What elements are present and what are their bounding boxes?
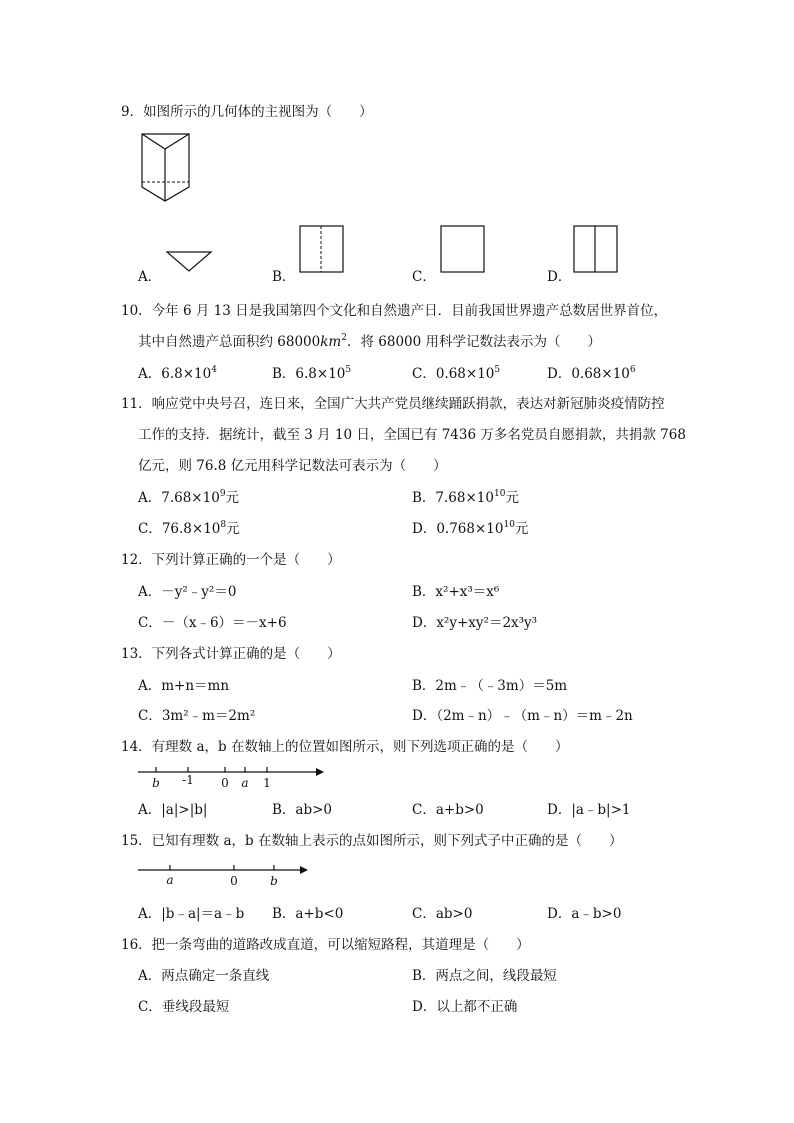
q15-axis-b: b — [270, 874, 278, 888]
q14-option-a: A．|a|>|b| — [138, 802, 208, 818]
q13-option-d: D．（2m﹣n）﹣（m﹣n）＝m﹣2n — [412, 708, 633, 724]
q10-option-c: C．$0.68\times 10^5$ — [412, 365, 501, 382]
q14-axis-zero: 0 — [221, 776, 229, 790]
q11-line1: 11．响应党中央号召，连日来，全国广大共产党员继续踊跃捐款，表达对新冠肺炎疫情防控 — [121, 396, 665, 412]
q9-option-a-triangle — [166, 251, 214, 275]
q14-number-line — [138, 762, 328, 792]
q13-option-b: B．2m﹣（﹣3m）＝5m — [412, 678, 568, 694]
q15-number-line — [138, 862, 318, 890]
q10-option-a: A．$6.8\times 10^4$ — [138, 365, 217, 382]
q9-option-d-rect-solid — [573, 225, 619, 273]
q15-stem: 15．已知有理数 a，b 在数轴上表示的点如图所示，则下列式子中正确的是（ ） — [121, 833, 623, 849]
q16-option-c: C．垂线段最短 — [138, 999, 230, 1015]
q14-option-c: C．a+b>0 — [412, 802, 484, 818]
q16-option-d: D．以上都不正确 — [412, 999, 518, 1015]
q15-axis-zero: 0 — [230, 874, 238, 888]
q16-option-a: A．两点确定一条直线 — [138, 968, 270, 984]
q12-option-b: B．x²+x³＝x⁶ — [412, 584, 500, 600]
q12-option-a: A．－y²﹣y²＝0 — [138, 584, 237, 600]
q13-option-a: A．m+n＝mn — [138, 678, 230, 694]
q15-option-b: B．a+b<0 — [272, 906, 344, 922]
q14-stem: 14．有理数 a，b 在数轴上的位置如图所示，则下列选项正确的是（ ） — [121, 739, 569, 755]
q14-option-b: B．ab>0 — [272, 802, 333, 818]
q13-stem: 13．下列各式计算正确的是（ ） — [121, 646, 341, 662]
q9-option-d-label: D． — [547, 269, 572, 285]
q10-option-d: D．$0.68\times 10^6$ — [547, 365, 636, 382]
q13-option-c: C．3m²﹣m＝2m² — [138, 708, 256, 724]
q14-axis-b: b — [152, 776, 160, 790]
q14-axis-a: a — [241, 776, 249, 790]
q14-option-d: D．|a﹣b|>1 — [547, 802, 631, 818]
q10-line1: 10．今年 6 月 13 日是我国第四个文化和自然遗产日．目前我国世界遗产总数居世界首位， — [121, 303, 668, 319]
q11-option-c: C．$76.8\times 10^8$元 — [138, 520, 240, 537]
q9-stem: 9．如图所示的几何体的主视图为（ ） — [121, 104, 373, 120]
q15-option-c: C．ab>0 — [412, 906, 473, 922]
q16-stem: 16．把一条弯曲的道路改成直道，可以缩短路程，其道理是（ ） — [121, 937, 530, 953]
prism-figure — [140, 132, 200, 207]
q15-option-a: A．|b﹣a|＝a﹣b — [138, 906, 245, 922]
q12-stem: 12．下列计算正确的一个是（ ） — [121, 552, 341, 568]
q11-line2: 工作的支持．据统计，截至 3 月 10 日，全国已有 7436 万多名党员自愿捐款，共捐款 768 — [138, 427, 686, 443]
q12-option-d: D．x²y+xy²＝2x³y³ — [412, 615, 538, 631]
q11-line3: 亿元，则 76.8 亿元用科学记数法可表示为（ ） — [138, 458, 447, 474]
q10-line2: 其中自然遗产总面积约 $68000km^2$．将 68000 用科学记数法表示为（ ） — [138, 333, 601, 350]
q16-option-b: B．两点之间，线段最短 — [412, 968, 557, 984]
q14-axis-minus-one: -1 — [182, 773, 194, 787]
q9-option-a-label: A． — [138, 269, 162, 285]
q9-option-c-square — [440, 225, 486, 273]
q9-option-b-label: B． — [272, 269, 296, 285]
q14-axis-one: 1 — [263, 776, 271, 790]
q10-option-b: B．$6.8\times 10^5$ — [272, 365, 352, 382]
q11-option-b: B．$7.68\times 10^{10}$元 — [412, 489, 519, 506]
q15-option-d: D．a﹣b>0 — [547, 906, 622, 922]
q9-option-b-rect-dashed — [299, 225, 345, 273]
q15-axis-a: a — [166, 873, 174, 887]
q9-option-c-label: C． — [412, 269, 436, 285]
q11-option-a: A．$7.68\times 10^9$元 — [138, 489, 240, 506]
q12-option-c: C．－（x﹣6）＝－x+6 — [138, 615, 287, 631]
q11-option-d: D．$0.768\times 10^{10}$元 — [412, 520, 529, 537]
